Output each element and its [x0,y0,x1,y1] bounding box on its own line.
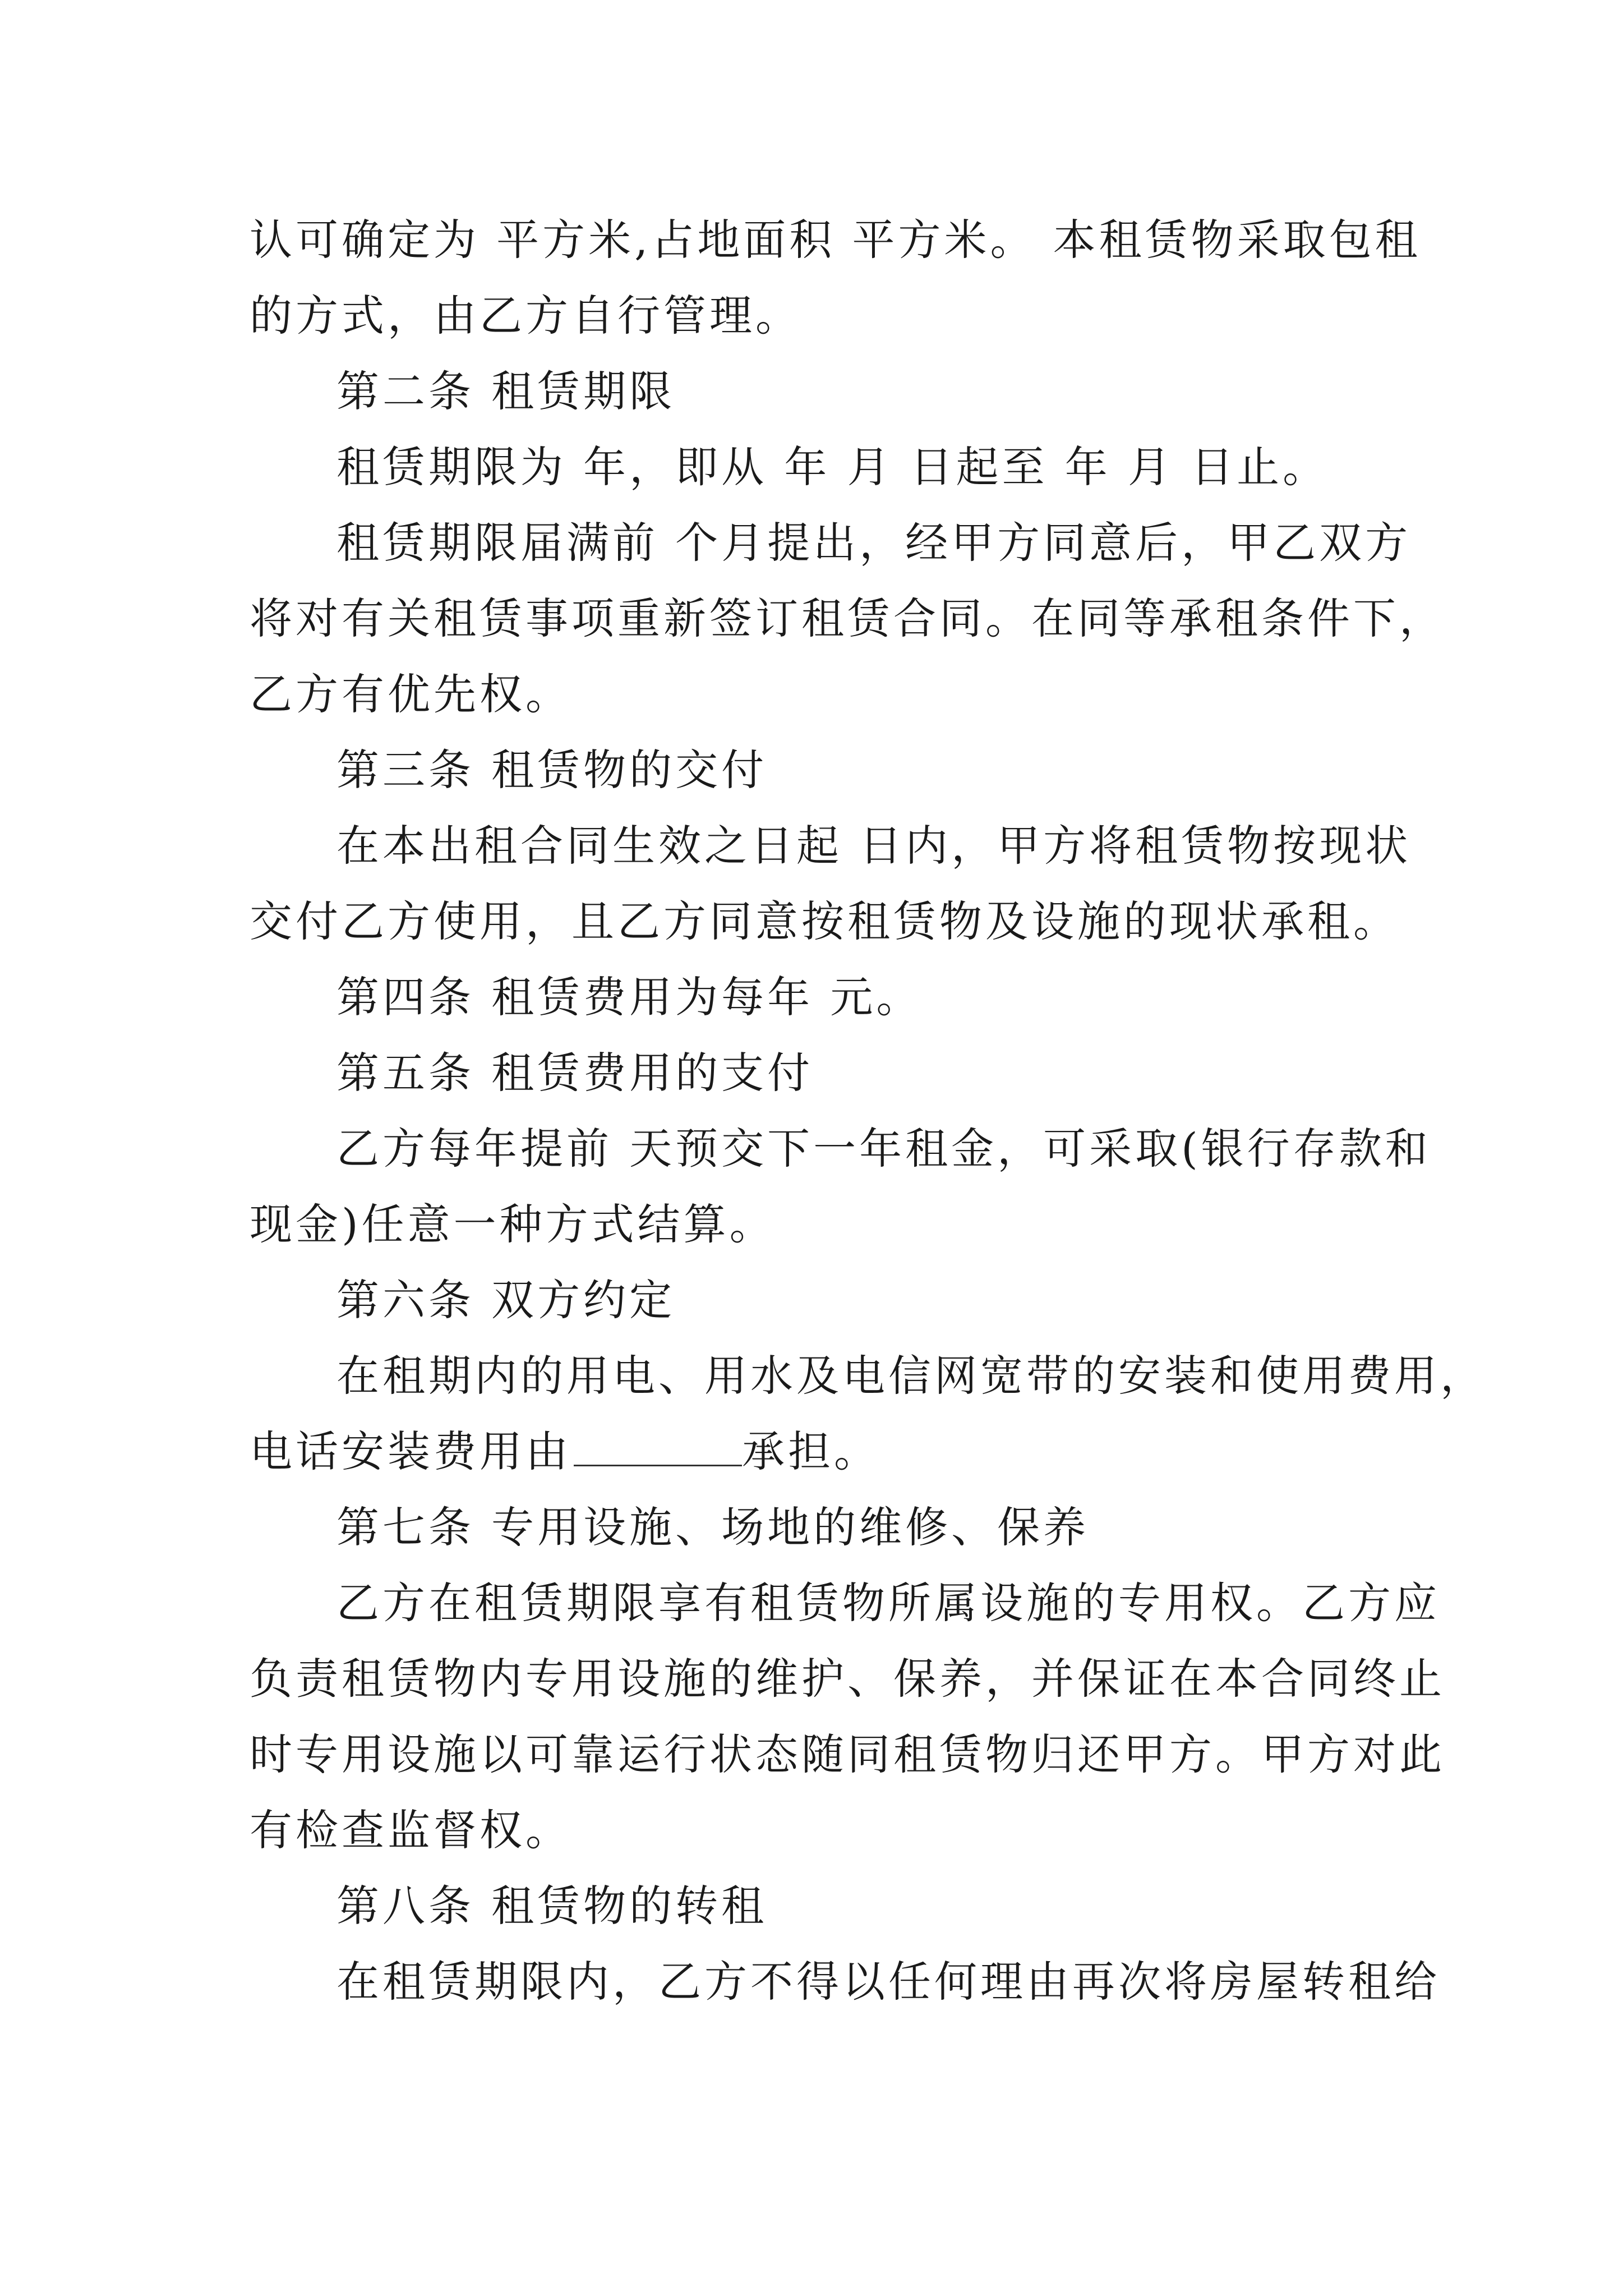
paragraph-line [250,1424,1377,1480]
section-heading: 第四条 租赁费用为每年 元。 [336,972,923,1022]
section-heading: 第二条 租赁期限 [336,366,676,416]
paragraph-line: 在租赁期限内，乙方不得以任何理由再次将房屋转租给 [336,1957,1440,2007]
paragraph-line: 认可确定为 平方米,占地面积 平方米。 本租赁物采取包租 [250,215,1421,265]
section-heading: 第五条 租赁费用的支付 [336,1048,814,1098]
paragraph-line: 乙方每年提前 天预交下一年租金，可采取(银行存款和 [336,1124,1431,1174]
line-text: 承担。 [742,1427,880,1476]
paragraph-line: 租赁期限届满前 个月提出，经甲方同意后，甲乙双方 [336,518,1412,568]
paragraph-line: 租赁期限为 年，即从 年 月 日起至 年 月 日止。 [336,442,1329,492]
paragraph-line: 时专用设施以可靠运行状态随同租赁物归还甲方。甲方对此 [250,1729,1445,1779]
paragraph-line: 负责租赁物内专用设施的维护、保养，并保证在本合同终止 [250,1654,1445,1704]
fill-in-blank [574,1425,742,1466]
paragraph-line: 将对有关租赁事项重新签订租赁合同。在同等承租条件下， [250,593,1445,643]
paragraph-line: 有检查监督权。 [250,1805,571,1855]
section-heading: 第八条 租赁物的转租 [336,1881,768,1931]
section-heading: 第七条 专用设施、场地的维修、保养 [336,1502,1090,1552]
section-heading: 第三条 租赁物的交付 [336,745,768,795]
paragraph-line: 乙方有优先权。 [250,669,571,719]
paragraph-line: 在租期内的用电、用水及电信网宽带的安装和使用费用， [336,1351,1486,1401]
paragraph-line: 现金)任意一种方式结算。 [250,1199,776,1249]
paragraph-line: 交付乙方使用，且乙方同意按租赁物及设施的现状承租。 [250,896,1399,946]
paragraph-line: 的方式，由乙方自行管理。 [250,291,801,341]
section-heading: 第六条 双方约定 [336,1275,676,1325]
line-text: 电话安装费用由 [250,1427,571,1476]
paragraph-line: 在本出租合同生效之日起 日内，甲方将租赁物按现状 [336,821,1412,871]
paragraph-line: 乙方在租赁期限享有租赁物所属设施的专用权。乙方应 [336,1578,1440,1628]
